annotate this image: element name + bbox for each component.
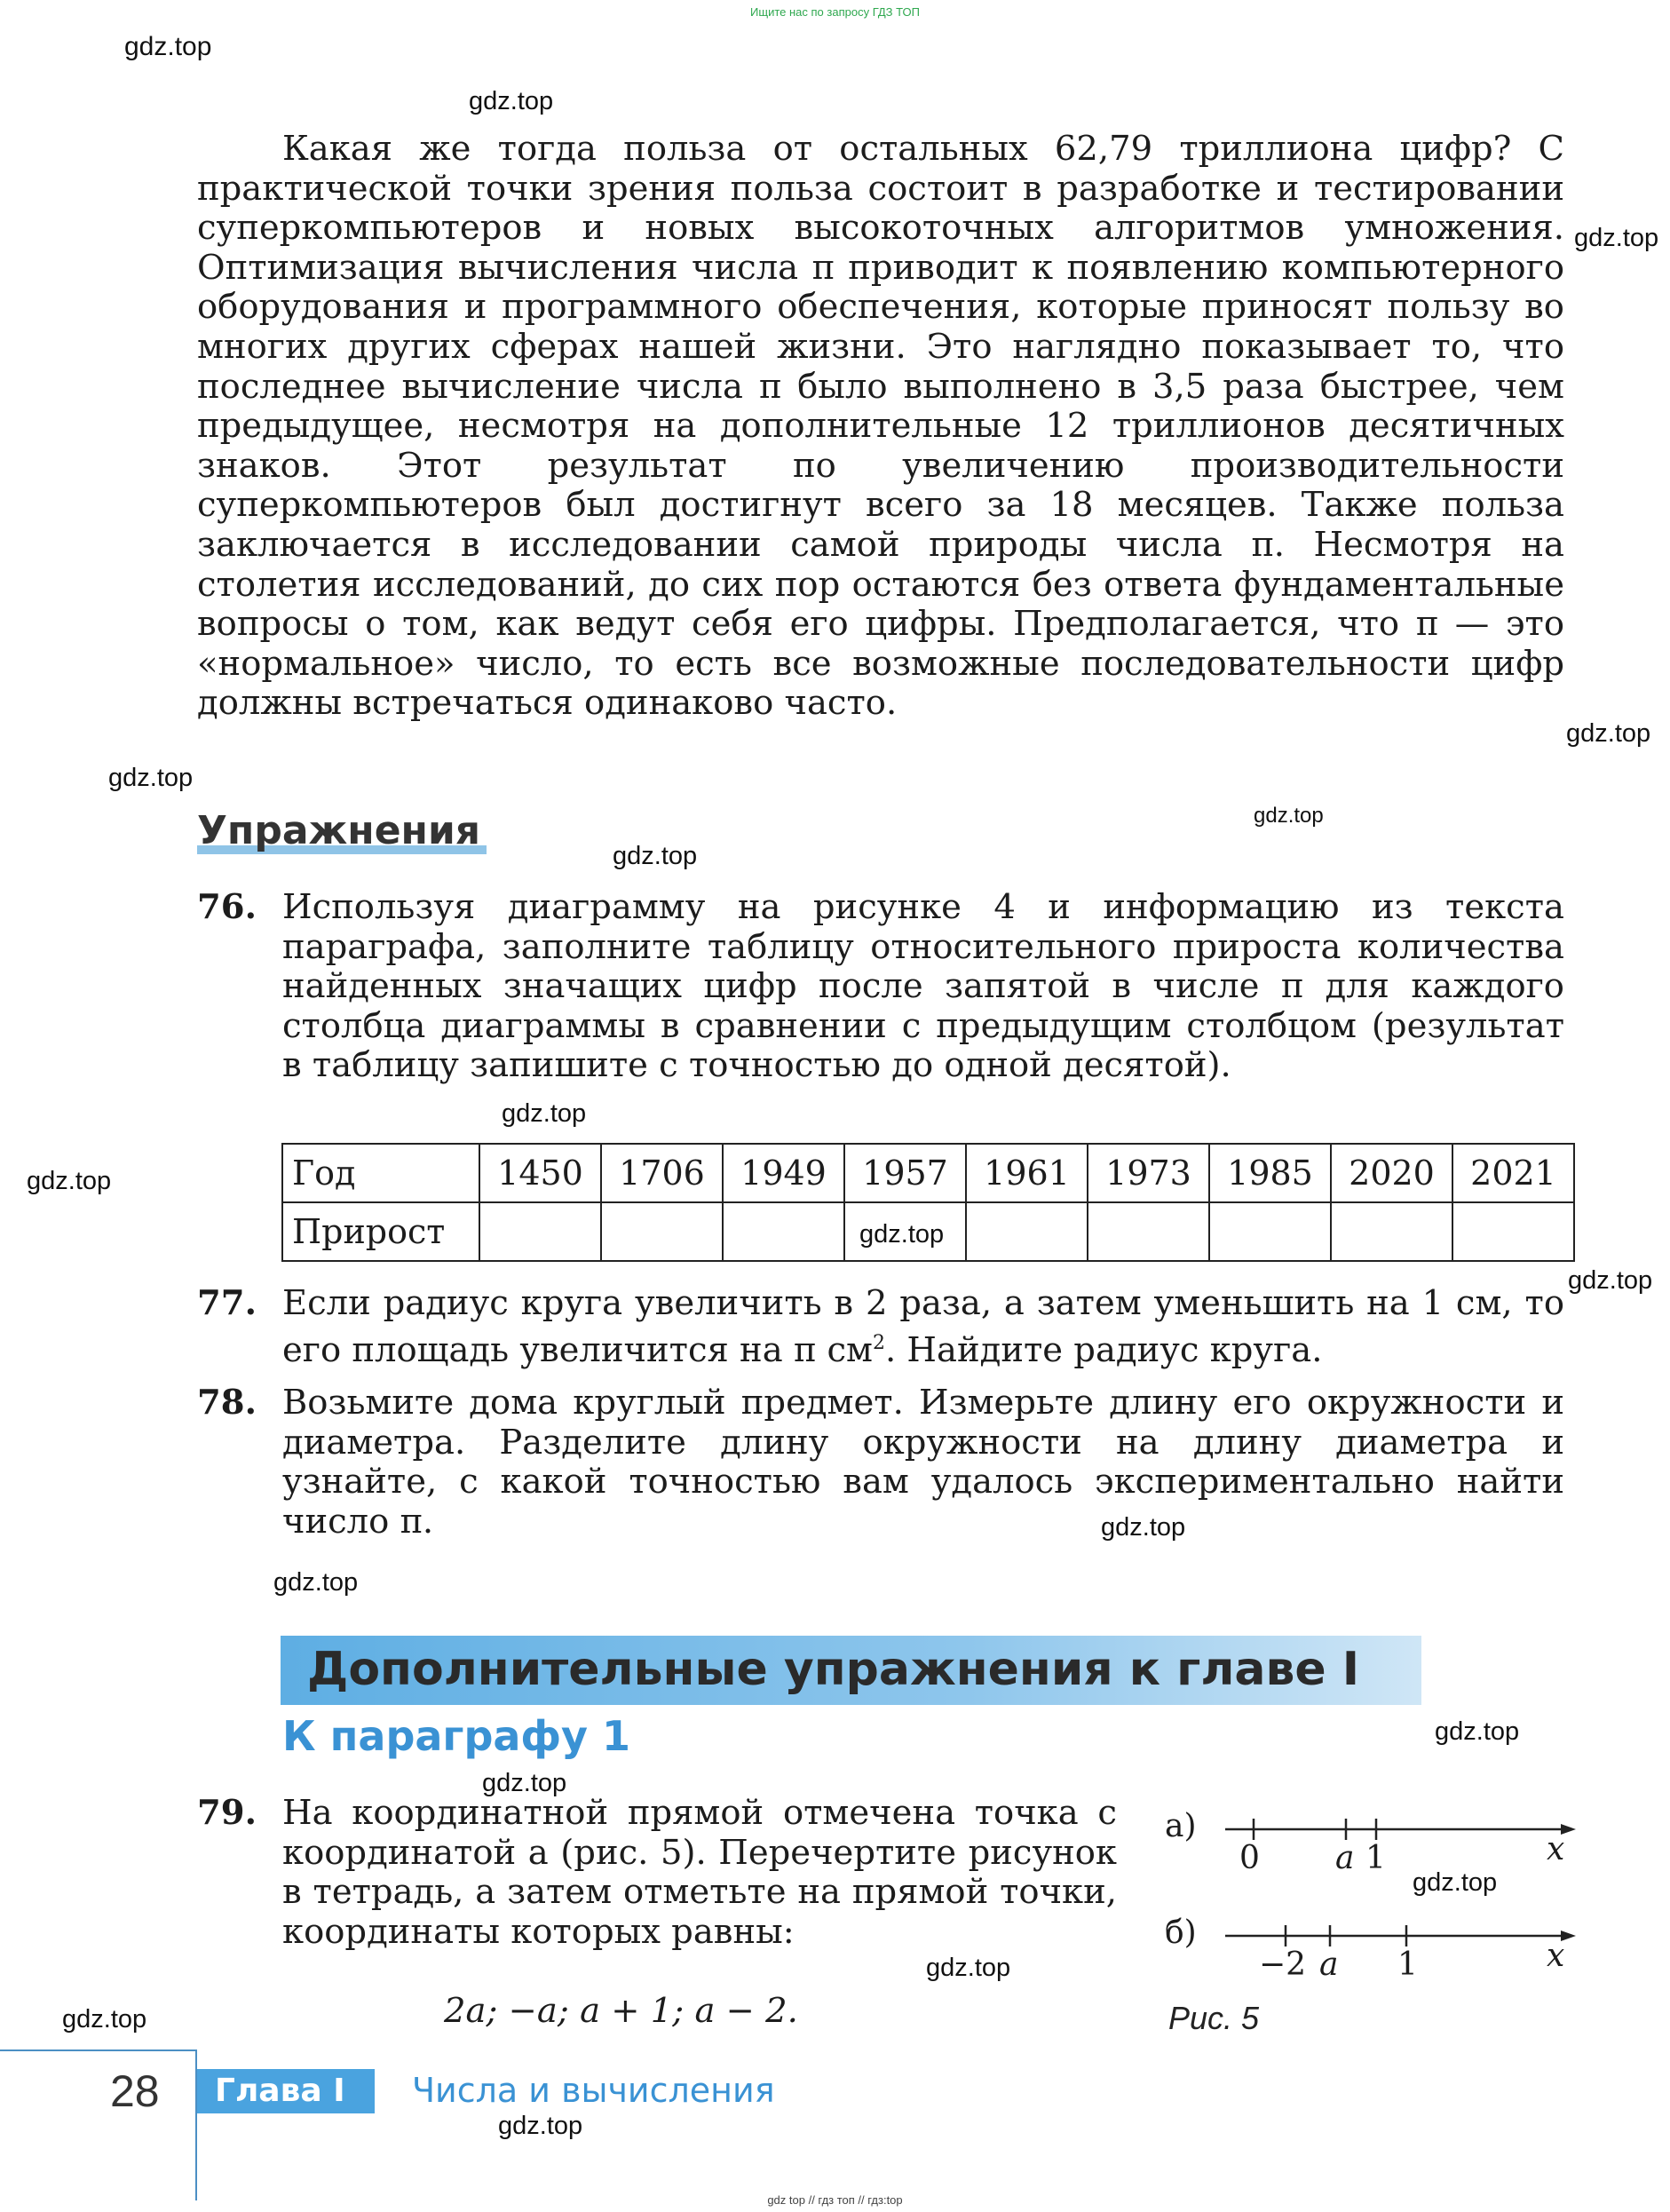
- tick-label: 1: [1397, 1946, 1418, 1983]
- exercise-text-part: Если радиус круга увеличить в 2 раза, а затем уменьшить на 1 см, то его площадь увеличится на π см: [282, 1283, 1564, 1370]
- watermark: gdz.top: [1101, 1513, 1186, 1542]
- watermark: gdz.top: [1413, 1868, 1498, 1897]
- watermark: gdz.top: [1254, 804, 1324, 828]
- tick-label: −2: [1259, 1946, 1307, 1983]
- watermark: gdz.top: [482, 1769, 567, 1797]
- tick-label: a: [1335, 1840, 1355, 1876]
- chapter-title: Числа и вычисления: [412, 2071, 775, 2110]
- table-row-growth: [282, 1202, 1574, 1261]
- growth-table: [281, 1143, 1575, 1262]
- exercise-text: Используя диаграмму на рисунке 4 и информацию из текста параграфа, заполните таблицу относительного прироста количества найденных значащих цифр после запятой в числе π для каждого столбца диаграммы в сравнении с предыдущим столбцом (результат в таблицу запишите с точностью до одной десятой).: [282, 887, 1564, 1086]
- subheading: К параграфу 1: [282, 1712, 631, 1760]
- watermark: gdz.top: [502, 1099, 587, 1128]
- section-title: Упражнения: [197, 808, 481, 853]
- table-cell-year: 1706: [601, 1144, 723, 1202]
- tick-label: 1: [1365, 1840, 1386, 1876]
- intro-paragraph: [197, 130, 1564, 724]
- table-cell-year: 2021: [1452, 1144, 1574, 1202]
- table-cell-empty: [723, 1202, 844, 1261]
- table-cell-year: 2020: [1331, 1144, 1452, 1202]
- exercise-number: 76.: [197, 887, 257, 927]
- table-cell-empty: [601, 1202, 723, 1261]
- table-cell-empty: [1331, 1202, 1452, 1261]
- superscript: 2: [872, 1331, 885, 1354]
- bottom-note: gdz top // гдз топ // гдз:top: [767, 2193, 903, 2207]
- watermark: gdz.top: [62, 2005, 147, 2034]
- watermark: gdz.top: [469, 87, 554, 115]
- watermark: gdz.top: [27, 1167, 112, 1195]
- watermark: gdz.top: [926, 1954, 1011, 1982]
- figure-label-a: а): [1165, 1808, 1197, 1844]
- exercise-number: 78.: [197, 1383, 257, 1423]
- watermark: gdz.top: [273, 1568, 359, 1597]
- table-cell-year: 1973: [1088, 1144, 1209, 1202]
- watermark: gdz.top: [613, 842, 698, 870]
- table-cell-empty: [479, 1202, 601, 1261]
- exercise-79: [197, 1794, 1117, 1952]
- watermark: gdz.top: [1568, 1266, 1653, 1295]
- watermark: gdz.top: [1435, 1717, 1520, 1746]
- exercise-text-part: . Найдите радиус круга.: [884, 1329, 1323, 1370]
- watermark: gdz.top: [1574, 224, 1659, 252]
- table-header-year: Год: [282, 1144, 479, 1202]
- intro-text: Какая же тогда польза от остальных 62,79 триллиона цифр? С практической точки зрения польза состоит в разработке и тестировании суперкомпьютеров и новых высокоточных алгоритмов умножения. Оптимизация вычисления числа π приводит к появлению компьютерного оборудования и программного обеспечения, которые приносят пользу во многих других сферах нашей жизни. Это наглядно показывает то, что последнее вычисление числа π было выполнено в 3,5 раза быстрее, чем предыдущее, несмотря на дополнительные 12 триллионов десятичных знаков. Этот результат по увеличению производительности суперкомпьютеров был достигнут всего за 18 месяцев. Также польза заключается в исследовании самой природы числа π. Несмотря на столетия исследований, до сих пор остаются без ответа фундаментальные вопросы о том, как ведут себя его цифры. Предполагается, что π — это «нормальное» число, то есть все возможные последовательности цифр должны встречаться одинаково часто.: [197, 129, 1564, 724]
- figure-label-b: б): [1165, 1915, 1197, 1951]
- chapter-tag: [197, 2069, 375, 2113]
- exercise-number: 77.: [197, 1283, 257, 1323]
- table-cell-year: 1985: [1209, 1144, 1331, 1202]
- exercise-text: На координатной прямой отмечена точка с координатой a (рис. 5). Перечертите рисунок в тетрадь, а затем отметьте на прямой точки, координаты которых равны:: [282, 1793, 1117, 1952]
- watermark: gdz.top: [498, 2112, 583, 2140]
- watermark: gdz.top: [1566, 719, 1651, 748]
- table-row-years: [282, 1144, 1574, 1202]
- watermark: gdz.top: [859, 1220, 945, 1249]
- axis-variable: x: [1547, 1831, 1565, 1867]
- exercise-76: [197, 888, 1564, 1086]
- tick-label: a: [1319, 1946, 1339, 1983]
- chapter-extra-banner: [281, 1636, 1421, 1705]
- exercise-expressions: 2a; −a; a + 1; a − 2.: [444, 1991, 798, 2031]
- table-cell-empty: [1452, 1202, 1574, 1261]
- table-cell-year: 1961: [966, 1144, 1088, 1202]
- table-cell-empty: [844, 1202, 966, 1261]
- banner-title: Дополнительные упражнения к главе I: [307, 1643, 1360, 1696]
- table-cell-empty: [966, 1202, 1088, 1261]
- top-search-note: Ищите нас по запросу ГДЗ ТОП: [750, 5, 920, 19]
- table-cell-empty: [1209, 1202, 1331, 1261]
- tick-label: 0: [1239, 1840, 1260, 1876]
- chapter-label: Глава I: [215, 2073, 345, 2109]
- footer-rule: [0, 2049, 197, 2051]
- figure-caption: Рис. 5: [1168, 2000, 1260, 2036]
- watermark: gdz.top: [108, 764, 194, 792]
- axis-variable: x: [1547, 1938, 1565, 1974]
- exercise-number: 79.: [197, 1793, 257, 1833]
- table-cell-year: 1450: [479, 1144, 601, 1202]
- table-cell-year: 1949: [723, 1144, 844, 1202]
- table-cell-year: 1957: [844, 1144, 966, 1202]
- exercise-78: [197, 1383, 1564, 1542]
- table-header-growth: Прирост: [282, 1202, 479, 1261]
- exercise-text: [282, 1284, 1564, 1370]
- watermark: gdz.top: [124, 32, 212, 61]
- page-number: 28: [110, 2066, 160, 2116]
- exercise-77: [197, 1284, 1564, 1370]
- exercise-text: Возьмите дома круглый предмет. Измерьте длину его окружности и диаметра. Разделите длину окружности на длину диаметра и узнайте, с какой точностью вам удалось экспериментально найти число π.: [282, 1383, 1564, 1542]
- table-cell-empty: [1088, 1202, 1209, 1261]
